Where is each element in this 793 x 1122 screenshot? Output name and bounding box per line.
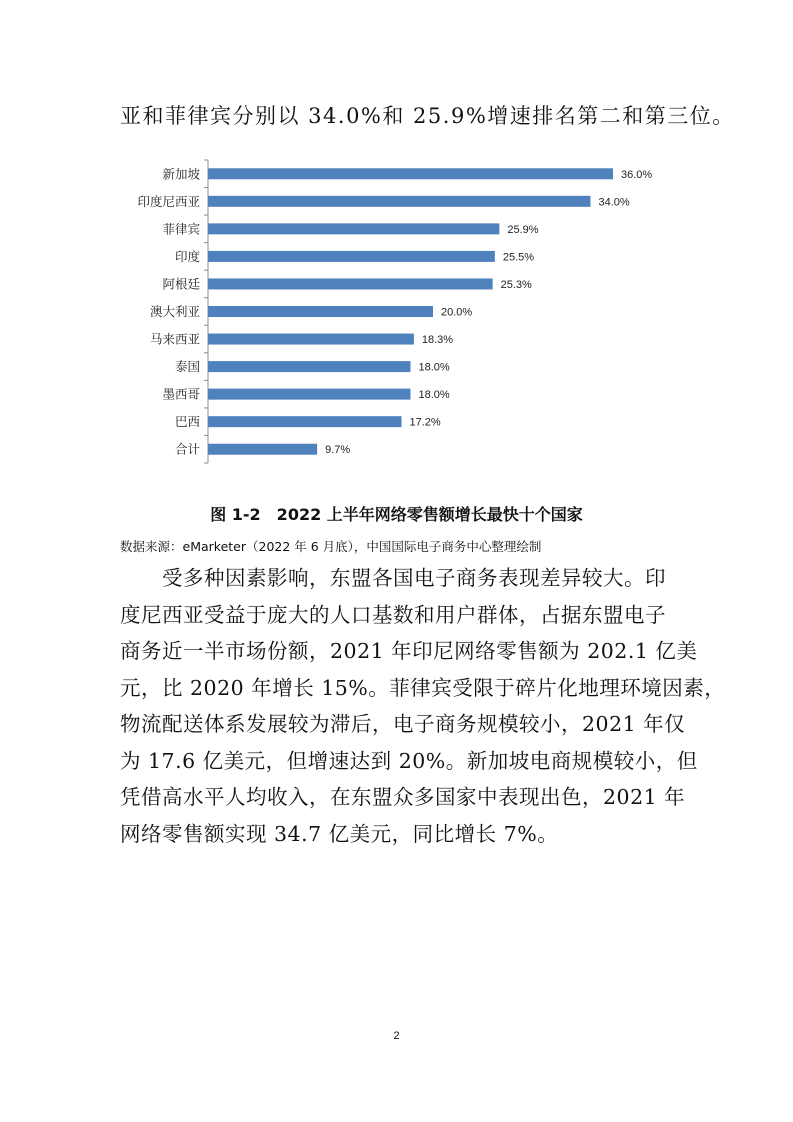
bar <box>208 278 493 289</box>
category-label: 合计 <box>174 441 200 457</box>
category-label: 澳大利亚 <box>149 304 200 319</box>
data-label: 20.0% <box>441 306 473 319</box>
category-label: 泰国 <box>174 359 200 375</box>
data-label: 25.9% <box>507 223 539 236</box>
data-label: 25.5% <box>502 251 535 264</box>
bar <box>208 223 499 234</box>
category-label: 菲律宾 <box>162 221 200 237</box>
bar <box>208 334 414 345</box>
paragraph-line: 受多种因素影响，东盟各国电子商务表现差异较大。印 <box>120 566 666 590</box>
data-source-note: 数据来源：eMarketer（2022 年 6 月底），中国国际电子商务中心整理绘制 <box>120 539 542 554</box>
bar <box>208 306 433 317</box>
category-label: 新加坡 <box>162 166 200 182</box>
lead-text-line: 亚和菲律宾分别以 34.0%和 25.9%增速排名第二和第三位。 <box>120 104 735 128</box>
bar <box>208 416 402 427</box>
data-label: 17.2% <box>409 416 441 429</box>
data-label: 18.0% <box>418 361 450 374</box>
data-label: 25.3% <box>500 278 532 291</box>
category-label: 马来西亚 <box>149 331 200 347</box>
paragraph-line: 商务近一半市场份额，2021 年印尼网络零售额为 202.1 亿美 <box>120 639 698 663</box>
paragraph-line: 网络零售额实现 34.7 亿美元，同比增长 7%。 <box>120 821 559 846</box>
bar-chart <box>120 155 680 470</box>
data-label: 36.0% <box>621 168 653 181</box>
category-label: 印度尼西亚 <box>137 193 200 209</box>
figure-caption: 图 1-2 2022 上半年网络零售额增长最快十个国家 <box>210 505 583 524</box>
paragraph-line: 物流配送体系发展较为滞后，电子商务规模较小，2021 年仅 <box>120 712 686 736</box>
data-label: 18.0% <box>418 389 450 402</box>
category-label: 印度 <box>174 248 200 264</box>
paragraph-line: 元，比 2020 年增长 15%。菲律宾受限于碎片化地理环境因素， <box>120 675 726 700</box>
bar <box>208 444 317 455</box>
data-label: 9.7% <box>325 444 351 457</box>
category-label: 墨西哥 <box>162 386 200 402</box>
paragraph-line: 为 17.6 亿美元，但增速达到 20%。新加坡电商规模较小，但 <box>120 748 698 773</box>
bar <box>208 251 495 262</box>
paragraph-line: 度尼西亚受益于庞大的人口基数和用户群体，占据东盟电子 <box>120 602 666 627</box>
paragraph-line: 凭借高水平人均收入，在东盟众多国家中表现出色，2021 年 <box>120 785 686 809</box>
bar <box>208 196 591 207</box>
bar <box>208 361 411 372</box>
bar <box>208 168 613 179</box>
chart-marks <box>137 160 652 463</box>
page-number: 2 <box>393 1030 400 1042</box>
data-label: 34.0% <box>598 196 630 209</box>
category-label: 阿根廷 <box>162 276 200 292</box>
bar <box>208 389 411 400</box>
category-label: 巴西 <box>174 414 200 430</box>
data-label: 18.3% <box>421 334 454 347</box>
body-paragraph <box>120 560 726 852</box>
